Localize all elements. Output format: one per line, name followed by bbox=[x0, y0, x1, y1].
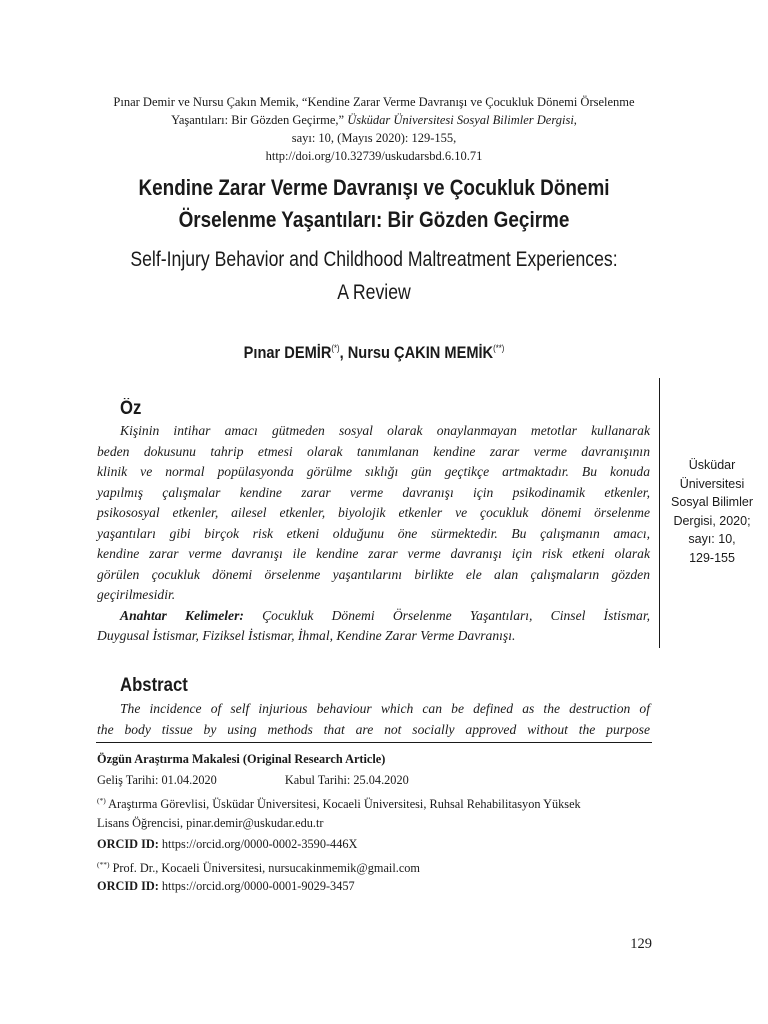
oz-line: klinik ve normal popülasyonda görülme sıklığı gün geçtikçe artmaktadır. Bu konuda bbox=[97, 464, 650, 479]
accepted-date: Kabul Tarihi: 25.04.2020 bbox=[284, 773, 409, 787]
orcid-link[interactable]: https://orcid.org/0000-0002-3590-446X bbox=[158, 837, 358, 851]
article-title-turkish bbox=[113, 172, 636, 236]
sidebar-line: Üsküdar bbox=[688, 458, 736, 472]
author-name: Nursu ÇAKIN MEMİK bbox=[347, 343, 494, 362]
author-name: Pınar DEMİR bbox=[243, 343, 332, 362]
keywords-text: Çocukluk Dönemi Örselenme Yaşantıları, Cinsel İstismar, bbox=[243, 607, 651, 623]
oz-line: Kişinin intihar amacı gütmeden sosyal olarak onaylanmayan metotlar kullanarak bbox=[120, 423, 650, 438]
citation-line bbox=[80, 111, 668, 129]
sidebar-line: Üniversitesi bbox=[679, 476, 745, 491]
sidebar-line: Sosyal Bilimler bbox=[671, 495, 753, 509]
abstract-line: The incidence of self injurious behaviour which can be defined as the destruction of bbox=[120, 701, 650, 716]
oz-line: görülen çocukluk dönemi örselenme yaşantılarını birlikte ele alan çalışmaların gözden bbox=[97, 566, 650, 582]
article-type bbox=[97, 751, 657, 767]
orcid-author2 bbox=[97, 878, 657, 894]
abstract-heading: Abstract bbox=[120, 675, 188, 696]
citation-block bbox=[80, 93, 668, 165]
article-type-label: Özgün Araştırma Makalesi (Original Research Article) bbox=[97, 752, 386, 766]
orcid-author1 bbox=[97, 836, 657, 852]
orcid-label: ORCID ID: bbox=[97, 879, 159, 893]
oz-line: psikososyal etkenler, ailesel etkenler, biyolojik etkenler ve çocukluk dönemi örselenme bbox=[97, 505, 650, 520]
journal-name: Üsküdar Üniversitesi Sosyal Bilimler Dergisi bbox=[347, 113, 574, 127]
sidebar-divider bbox=[659, 378, 660, 648]
journal-sidebar bbox=[664, 456, 760, 567]
article-dates bbox=[97, 772, 657, 788]
footnote-author1 bbox=[97, 793, 657, 812]
footnote-text: Araştırma Görevlisi, Üsküdar Üniversitesi, Kocaeli Üniversitesi, Ruhsal Rehabilitasyon Yüksek bbox=[105, 797, 581, 811]
citation-text: Yaşantıları: Bir Gözden Geçirme,” bbox=[171, 113, 348, 127]
citation-line: Pınar Demir ve Nursu Çakın Memik, “Kendine Zarar Verme Davranışı ve Çocukluk Dönemi Örselenme bbox=[113, 95, 635, 109]
footnote-text: Prof. Dr., Kocaeli Üniversitesi, nursucakinmemik@gmail.com bbox=[109, 861, 420, 875]
author-list bbox=[113, 336, 636, 365]
footnote-mark: (*) bbox=[97, 796, 106, 805]
footnote-mark: (**) bbox=[97, 860, 110, 869]
title-line: A Review bbox=[337, 281, 411, 304]
received-date: Geliş Tarihi: 01.04.2020 bbox=[97, 773, 217, 787]
citation-doi: http://doi.org/10.32739/uskudarsbd.6.10.71 bbox=[265, 149, 483, 163]
oz-line: yaşantıları gibi birçok risk etkeni olduğunu öne sürmektedir. Bu çalışmanın amacı, bbox=[97, 525, 650, 541]
orcid-link[interactable]: https://orcid.org/0000-0001-9029-3457 bbox=[158, 879, 355, 893]
footnote-mark: (**) bbox=[493, 343, 505, 353]
oz-line: geçirilmesidir. bbox=[97, 587, 176, 602]
abstract-body bbox=[97, 699, 650, 740]
title-line: Kendine Zarar Verme Davranışı ve Çocukluk Dönemi bbox=[138, 175, 610, 200]
sidebar-line: sayı: 10, bbox=[688, 532, 736, 546]
sidebar-line: Dergisi, 2020; bbox=[673, 513, 751, 528]
keywords-label: Anahtar Kelimeler: bbox=[120, 607, 244, 623]
title-line: Self-Injury Behavior and Childhood Maltreatment Experiences: bbox=[130, 248, 618, 271]
citation-punct: , bbox=[573, 113, 577, 127]
abstract-line: the body tissue by using methods that are not socially approved without the purpose bbox=[97, 721, 650, 737]
sidebar-line: 129-155 bbox=[689, 550, 735, 565]
footnote-mark: (*) bbox=[331, 343, 340, 353]
keywords-line: Duygusal İstismar, Fiziksel İstismar, İhmal, Kendine Zarar Verme Davranışı. bbox=[97, 628, 516, 643]
oz-heading: Öz bbox=[120, 398, 142, 419]
keywords-line bbox=[97, 606, 650, 627]
oz-line: yapılmış çalışmalar kendine zarar verme davranışı için psikodinamik etkenler, bbox=[97, 484, 650, 500]
footnote-author2 bbox=[97, 857, 657, 876]
author-separator: , bbox=[339, 343, 348, 362]
footnote-divider bbox=[96, 742, 652, 743]
page-number: 129 bbox=[630, 936, 652, 952]
oz-line: kendine zarar verme davranışı ile kendine zarar verme davranışı için risk etkeni olarak bbox=[97, 546, 650, 561]
article-title-english bbox=[119, 243, 630, 309]
title-line: Örselenme Yaşantıları: Bir Gözden Geçirme bbox=[178, 207, 570, 232]
footnote-author1-cont: Lisans Öğrencisi, pinar.demir@uskudar.edu.tr bbox=[97, 816, 324, 830]
oz-line: beden dokusunu tahrip etmesi olarak tanımlanan kendine zarar verme davranışının bbox=[97, 443, 650, 459]
citation-issue: sayı: 10, (Mayıs 2020): 129-155, bbox=[291, 131, 457, 145]
orcid-label: ORCID ID: bbox=[97, 837, 159, 851]
oz-body bbox=[97, 421, 650, 647]
